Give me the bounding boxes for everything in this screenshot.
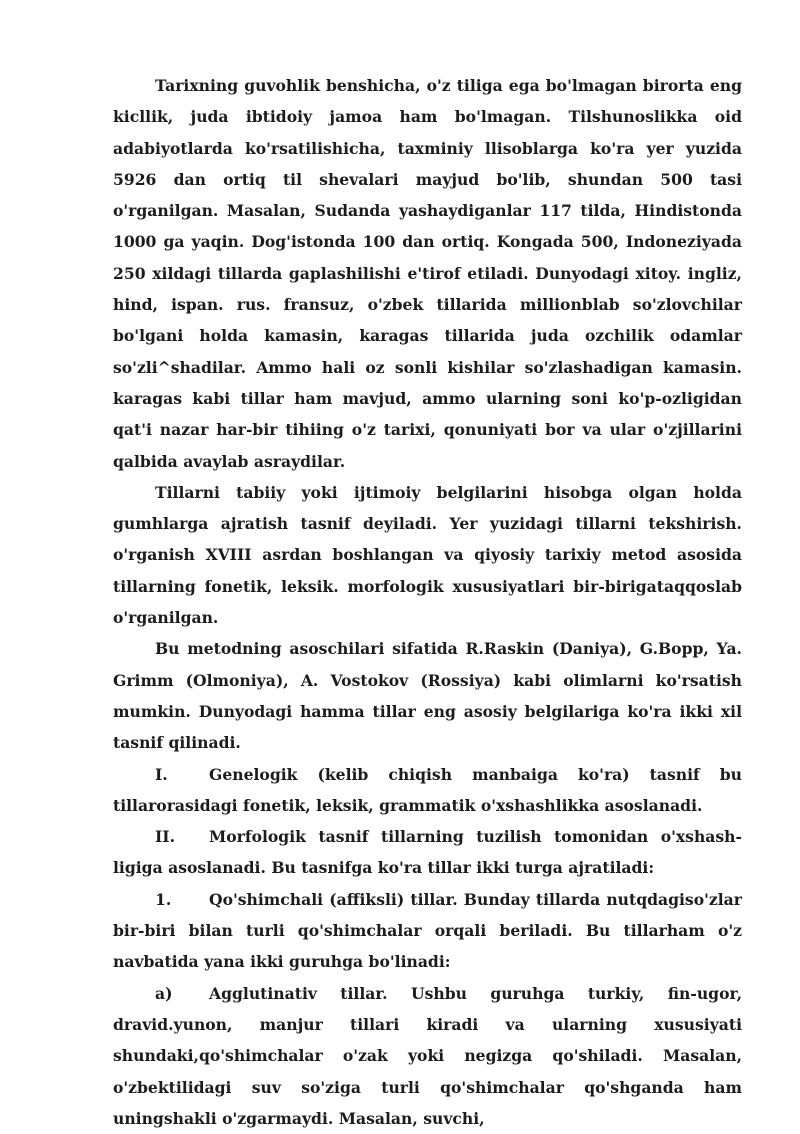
list-item-agglutinative	[113, 978, 742, 1134]
paragraph-classification: Tillarni tabiiy yoki ijtimoiy belgilarini hisobga olgan holda gumhlarga ajratish tasnif deyiladi. Yer yuzidagi tillarni tekshirish. o'rganish XVIII asrdan boshlangan va qiyosiy tarixiy metod asosida tillarning fonetik, leksik. morfologik xususiyatlari bir-birigataqqoslab o'rganilgan.	[113, 482, 742, 628]
list-item-genealogical	[113, 759, 742, 822]
list-marker: II.	[155, 827, 176, 847]
list-item-text: Qo'shimchali (affiksli) tillar. Bunday tillarda nutqdagiso'zlar bir-biri bilan turli qo'shimchalar orqali beriladi. Bu tillarham o'z navbatida yana ikki guruhga bo'linadi:	[113, 889, 742, 972]
list-item-text: Genelogik (kelib chiqish manbaiga ko'ra) tasnif bu tillarorasidagi fonetik, leksik, grammatik o'xshashlikka asoslanadi.	[113, 764, 742, 815]
paragraph-method-founders: Bu metodning asoschilari sifatida R.Raskin (Daniya), G.Bopp, Ya. Grimm (Olmoniya), A. Vostokov (Rossiya) kabi olimlarni ko'rsatish mumkin. Dunyodagi hamma tillar eng asosiy belgilariga ko'ra ikki xil tasnif qilinadi.	[113, 639, 742, 753]
list-item-morphological	[113, 821, 742, 884]
list-item-text: Agglutinativ tillar. Ushbu guruhga turkiy, fin-ugor, dravid.yunon, manjur tillari kiradi va ularning xususiyati shundaki,qo'shimchalar o'zak yoki negizga qo'shiladi. Masalan, o'zbektilidagi suv so'ziga turli qo'shimchalar qo'shganda ham uningshakli o'zgarmaydi. Masalan, suvchi,	[113, 983, 742, 1128]
list-item-affixal	[113, 884, 742, 978]
paragraph-language-history: Tarixning guvohlik benshicha, o'z tiliga ega bo'lmagan birorta eng kicllik, juda ibtidoiy jamoa ham bo'lmagan. Tilshunoslikka oid adabiyotlarda ko'rsatilishicha, taxminiy llisoblarga ko'ra yer yuzida 5926 dan ortiq til shevalari mayjud bo'lib, shundan 500 tasi o'rganilgan. Masalan, Sudanda yashaydiganlar 117 tilda, Hindistonda 1000 ga yaqin. Dog'istonda 100 dan ortiq. Kongada 500, Indoneziyada 250 xildagi tillarda gaplashilishi e'tirof etiladi. Dunyodagi xitoy. ingliz, hind, ispan. rus. fransuz, o'zbek tillarida millionblab so'zlovchilar bo'lgani holda kamasin, karagas tillarida juda ozchilik odamlar so'zli^shadilar. Ammo hali oz sonli kishilar so'zlashadigan kamasin. karagas kabi tillar ham mavjud, ammo ularning soni ko'p-ozligidan qat'i nazar har-bir tihiing o'z tarixi, qonuniyati bor va ular o'zjillarini qalbida avaylab asraydilar.	[113, 76, 742, 471]
list-item-text: Morfologik tasnif tillarning tuzilish tomonidan o'xshash-ligiga asoslanadi. Bu tasnifga ko'ra tillar ikki turga ajratiladi:	[113, 827, 742, 878]
list-marker: I.	[155, 764, 168, 784]
document-page	[113, 70, 742, 1134]
list-marker: 1.	[155, 889, 172, 909]
list-marker: a)	[155, 983, 173, 1003]
